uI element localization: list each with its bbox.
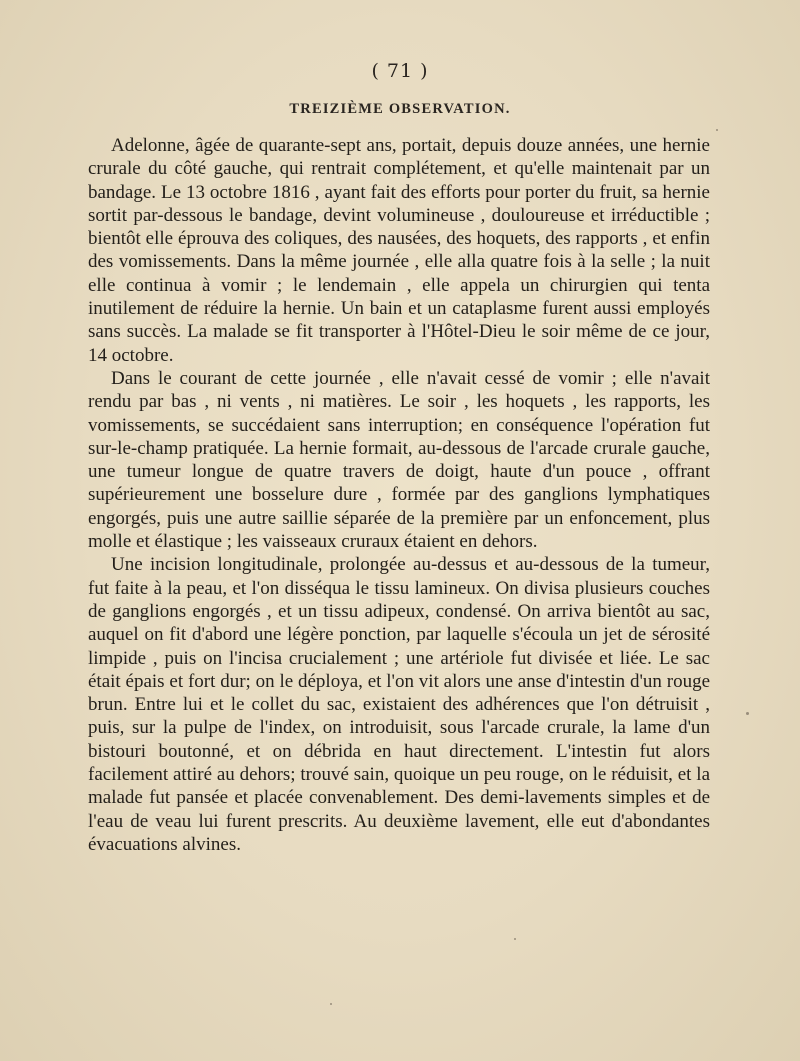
paragraph-3: Une incision longitudinale, prolongée au-dessus et au-dessous de la tumeur, fut faite à la peau, et l'on disséqua le tissu lamineux. On divisa plusieurs couches de ganglions engorgés , et un tissu adipeux, condensé. On arriva bientôt au sac, auquel on fit d'abord une légère ponction, par laquelle s'écoula un jet de sérosité limpide , puis on l'incisa crucialement ; une artériole fut divisée et liée. Le sac était épais et fort dur; on le déploya, et l'on vit alors une anse d'intestin d'un rouge brun. Entre lui et le collet du sac, existaient des adhérences que l'on détruisit , puis, sur la pulpe de l'index, on introduisit, sous l'arcade crurale, la lame d'un bistouri boutonné, et on débrida en haut directement. L'intestin fut alors facilement attiré au dehors; trouvé sain, quoique un peu rouge, on le réduisit, et la malade fut pansée et placée convenablement. Des demi-lavements simples et de l'eau de veau lui furent prescrits. Au deuxième lavement, elle eut d'abondantes évacuations alvines. [88,554,710,855]
page-number: ( 71 ) [371,60,429,82]
paper-speck [746,712,749,715]
body-text [88,134,710,856]
paragraph-2: Dans le courant de cette journée , elle n'avait cessé de vomir ; elle n'avait rendu par bas , ni vents , ni matières. Le soir , les hoquets , les rapports, les vomissements, se succédaient sans interruption; en conséquence l'opération fut sur-le-champ pratiquée. La hernie formait, au-dessous de l'arcade crurale gauche, une tumeur longue de quatre travers de doigt, haute d'un pouce , offrant supérieurement une bosselure dure , formée par des ganglions lymphatiques engorgés, puis une autre saillie séparée de la première par un enfoncement, plus molle et élastique ; les vaisseaux cruraux étaient en dehors. [88,367,710,553]
paragraph-1: Adelonne, âgée de quarante-sept ans, portait, depuis douze années, une hernie crurale du côté gauche, qui rentrait complétement, et qu'elle maintenait par un bandage. Le 13 octobre 1816 , ayant fait des efforts pour porter du fruit, sa hernie sortit par-dessous le bandage, devint volumineuse , douloureuse et irréductible ; bientôt elle éprouva des coliques, des nausées, des hoquets, des rapports , et enfin des vomissements. Dans la même journée , elle alla quatre fois à la selle ; la nuit elle continua à vomir ; le lendemain , elle appela un chirurgien qui tenta inutilement de réduire la hernie. Un bain et un cataplasme furent aussi employés sans succès. La malade se fit transporter à l'Hôtel-Dieu le soir même de ce jour, 14 octobre. [88,135,710,366]
paper-speck [514,938,516,940]
paper-speck [330,1003,332,1005]
section-title: TREIZIÈME OBSERVATION. [289,101,511,117]
paper-speck [716,129,718,131]
